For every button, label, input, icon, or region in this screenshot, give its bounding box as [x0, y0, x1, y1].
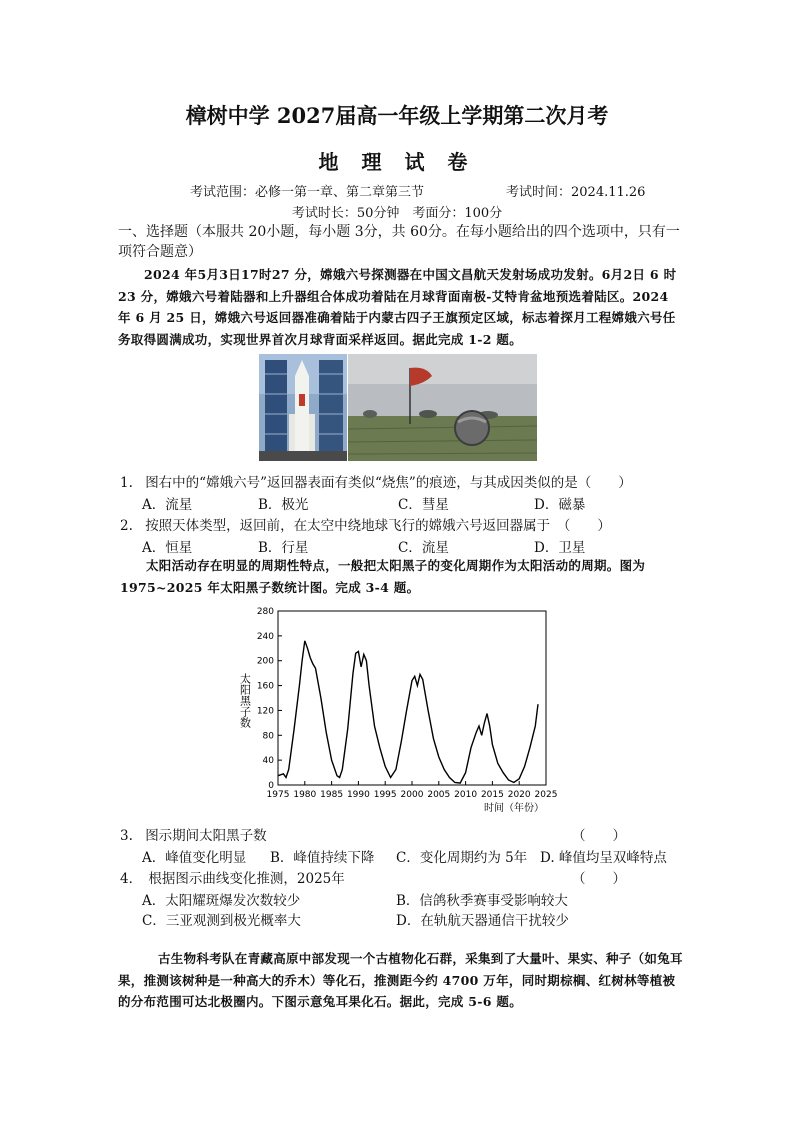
y-axis-label: 太阳黑子数: [238, 673, 252, 728]
y-tick-label: 0: [268, 781, 274, 791]
question-number: 2.: [120, 518, 133, 534]
y-tick-label: 240: [256, 631, 274, 642]
question-text: 图右中的“嫦娥六号”返回器表面有类似“烧焦”的痕迹，与其成因类似的是（ ）: [145, 475, 632, 491]
option-3d[interactable]: D. 峰值均呈双峰特点: [540, 850, 667, 866]
sunspot-chart: [236, 603, 566, 813]
option-1c[interactable]: C．彗星: [398, 497, 449, 513]
y-tick-label: 200: [256, 656, 274, 667]
option-4a[interactable]: A．太阳耀斑爆发次数较少: [142, 893, 301, 909]
passage-2: 太阳活动存在明显的周期性特点，一般把太阳黑子的变化周期作为太阳活动的周期。图为 1975~2025 年太阳黑子数统计图。完成 3-4 题。: [120, 558, 646, 595]
option-1b[interactable]: B．极光: [258, 497, 309, 513]
option-3c[interactable]: C．变化周期约为 5年: [396, 850, 528, 866]
answer-paren-3: （ ）: [572, 828, 626, 844]
sunspot-series-line: [278, 641, 538, 783]
option-3a[interactable]: A．峰值变化明显: [142, 850, 247, 866]
question-text: 图示期间太阳黑子数: [145, 828, 267, 844]
exam-title: 樟树中学 2027届高一年级上学期第二次月考: [185, 103, 609, 128]
x-tick-label: 2020: [507, 790, 531, 800]
section-heading: 一、选择题（本服共 20小题，每小题 3分，共 60分。在每小题给出的四个选项中，只有一项符合题意）: [118, 224, 680, 260]
option-1a[interactable]: A．流星: [142, 497, 193, 513]
x-axis-label: 时间（年份）: [484, 803, 544, 813]
question-text: 按照天体类型，返回前，在太空中绕地球飞行的嫦娥六号返回器属于 （ ）: [145, 518, 611, 534]
answer-paren-4: （ ）: [572, 871, 626, 887]
y-tick-label: 80: [262, 731, 274, 742]
question-number: 1.: [120, 475, 133, 491]
question-4: [120, 867, 345, 887]
option-1d[interactable]: D．磁暴: [534, 497, 586, 513]
x-tick-label: 2010: [454, 790, 478, 800]
rocket-launch-photo: [259, 354, 347, 461]
question-1: [120, 471, 632, 491]
y-tick-label: 160: [256, 681, 274, 692]
x-tick-label: 2000: [400, 790, 424, 800]
exam-scope: 考试范围：必修一第一章、第二章第三节: [190, 185, 425, 200]
exam-date: 考试时间：2024.11.26: [506, 185, 646, 200]
option-2d[interactable]: D．卫星: [534, 540, 586, 556]
option-2c[interactable]: C．流星: [398, 540, 449, 556]
y-tick-label: 280: [256, 607, 274, 617]
y-tick-label: 120: [256, 706, 274, 717]
passage-1: 2024 年5月3日17时27 分，嫦娥六号探测器在中国文昌航天发射场成功发射。6月2日 6 时 23 分，嫦娥六号着陆器和上升器组合体成功着陆在月球背面南极-艾特肯盆地预选着陆区。2024 年 6 月 25 日，嫦娥六号返回器准确着陆于内蒙古四子王旗预定区域，标志着探月工程嫦娥六号任务取得圆满成功，实现世界首次月球背面采样返回。据此完成 1-2 题。: [118, 267, 677, 347]
x-tick-label: 1985: [320, 790, 344, 800]
x-tick-label: 1980: [293, 790, 317, 800]
question-3: [120, 824, 267, 844]
option-2a[interactable]: A．恒星: [142, 540, 193, 556]
option-3b[interactable]: B．峰值持续下降: [270, 850, 375, 866]
return-capsule-photo: [348, 354, 537, 461]
question-number: 3.: [120, 828, 133, 844]
exam-duration-score: 考试时长：50分钟 考面分：100分: [291, 206, 503, 221]
exam-subtitle: 地 理 试 卷: [318, 150, 476, 174]
x-tick-label: 1975: [266, 790, 290, 800]
plot-frame: [278, 611, 546, 785]
x-tick-label: 1995: [373, 790, 397, 800]
option-4d[interactable]: D．在轨航天器通信干扰较少: [396, 913, 569, 929]
question-2: [120, 514, 611, 534]
x-tick-label: 2025: [534, 790, 558, 800]
option-4c[interactable]: C．三亚观测到极光概率大: [142, 913, 301, 929]
y-tick-label: 40: [262, 756, 274, 767]
question-text: 根据图示曲线变化推测，2025年: [148, 871, 345, 887]
passage-3: 古生物科考队在青藏高原中部发现一个古植物化石群，采集到了大量叶、果实、种子（如兔耳果，推测该树种是一种高大的乔木）等化石，推测距今约 4700 万年，同时期棕榈、红树林等植被的分布范围可达北极圈内。下图示意兔耳果化石。据此，完成 5-6 题。: [118, 951, 683, 1009]
x-tick-label: 2015: [480, 790, 504, 800]
question-number: 4．: [120, 871, 143, 887]
option-4b[interactable]: B．信鸽秋季赛事受影响较大: [396, 893, 568, 909]
x-tick-label: 1990: [346, 790, 370, 800]
option-2b[interactable]: B．行星: [258, 540, 309, 556]
x-tick-label: 2005: [427, 790, 451, 800]
